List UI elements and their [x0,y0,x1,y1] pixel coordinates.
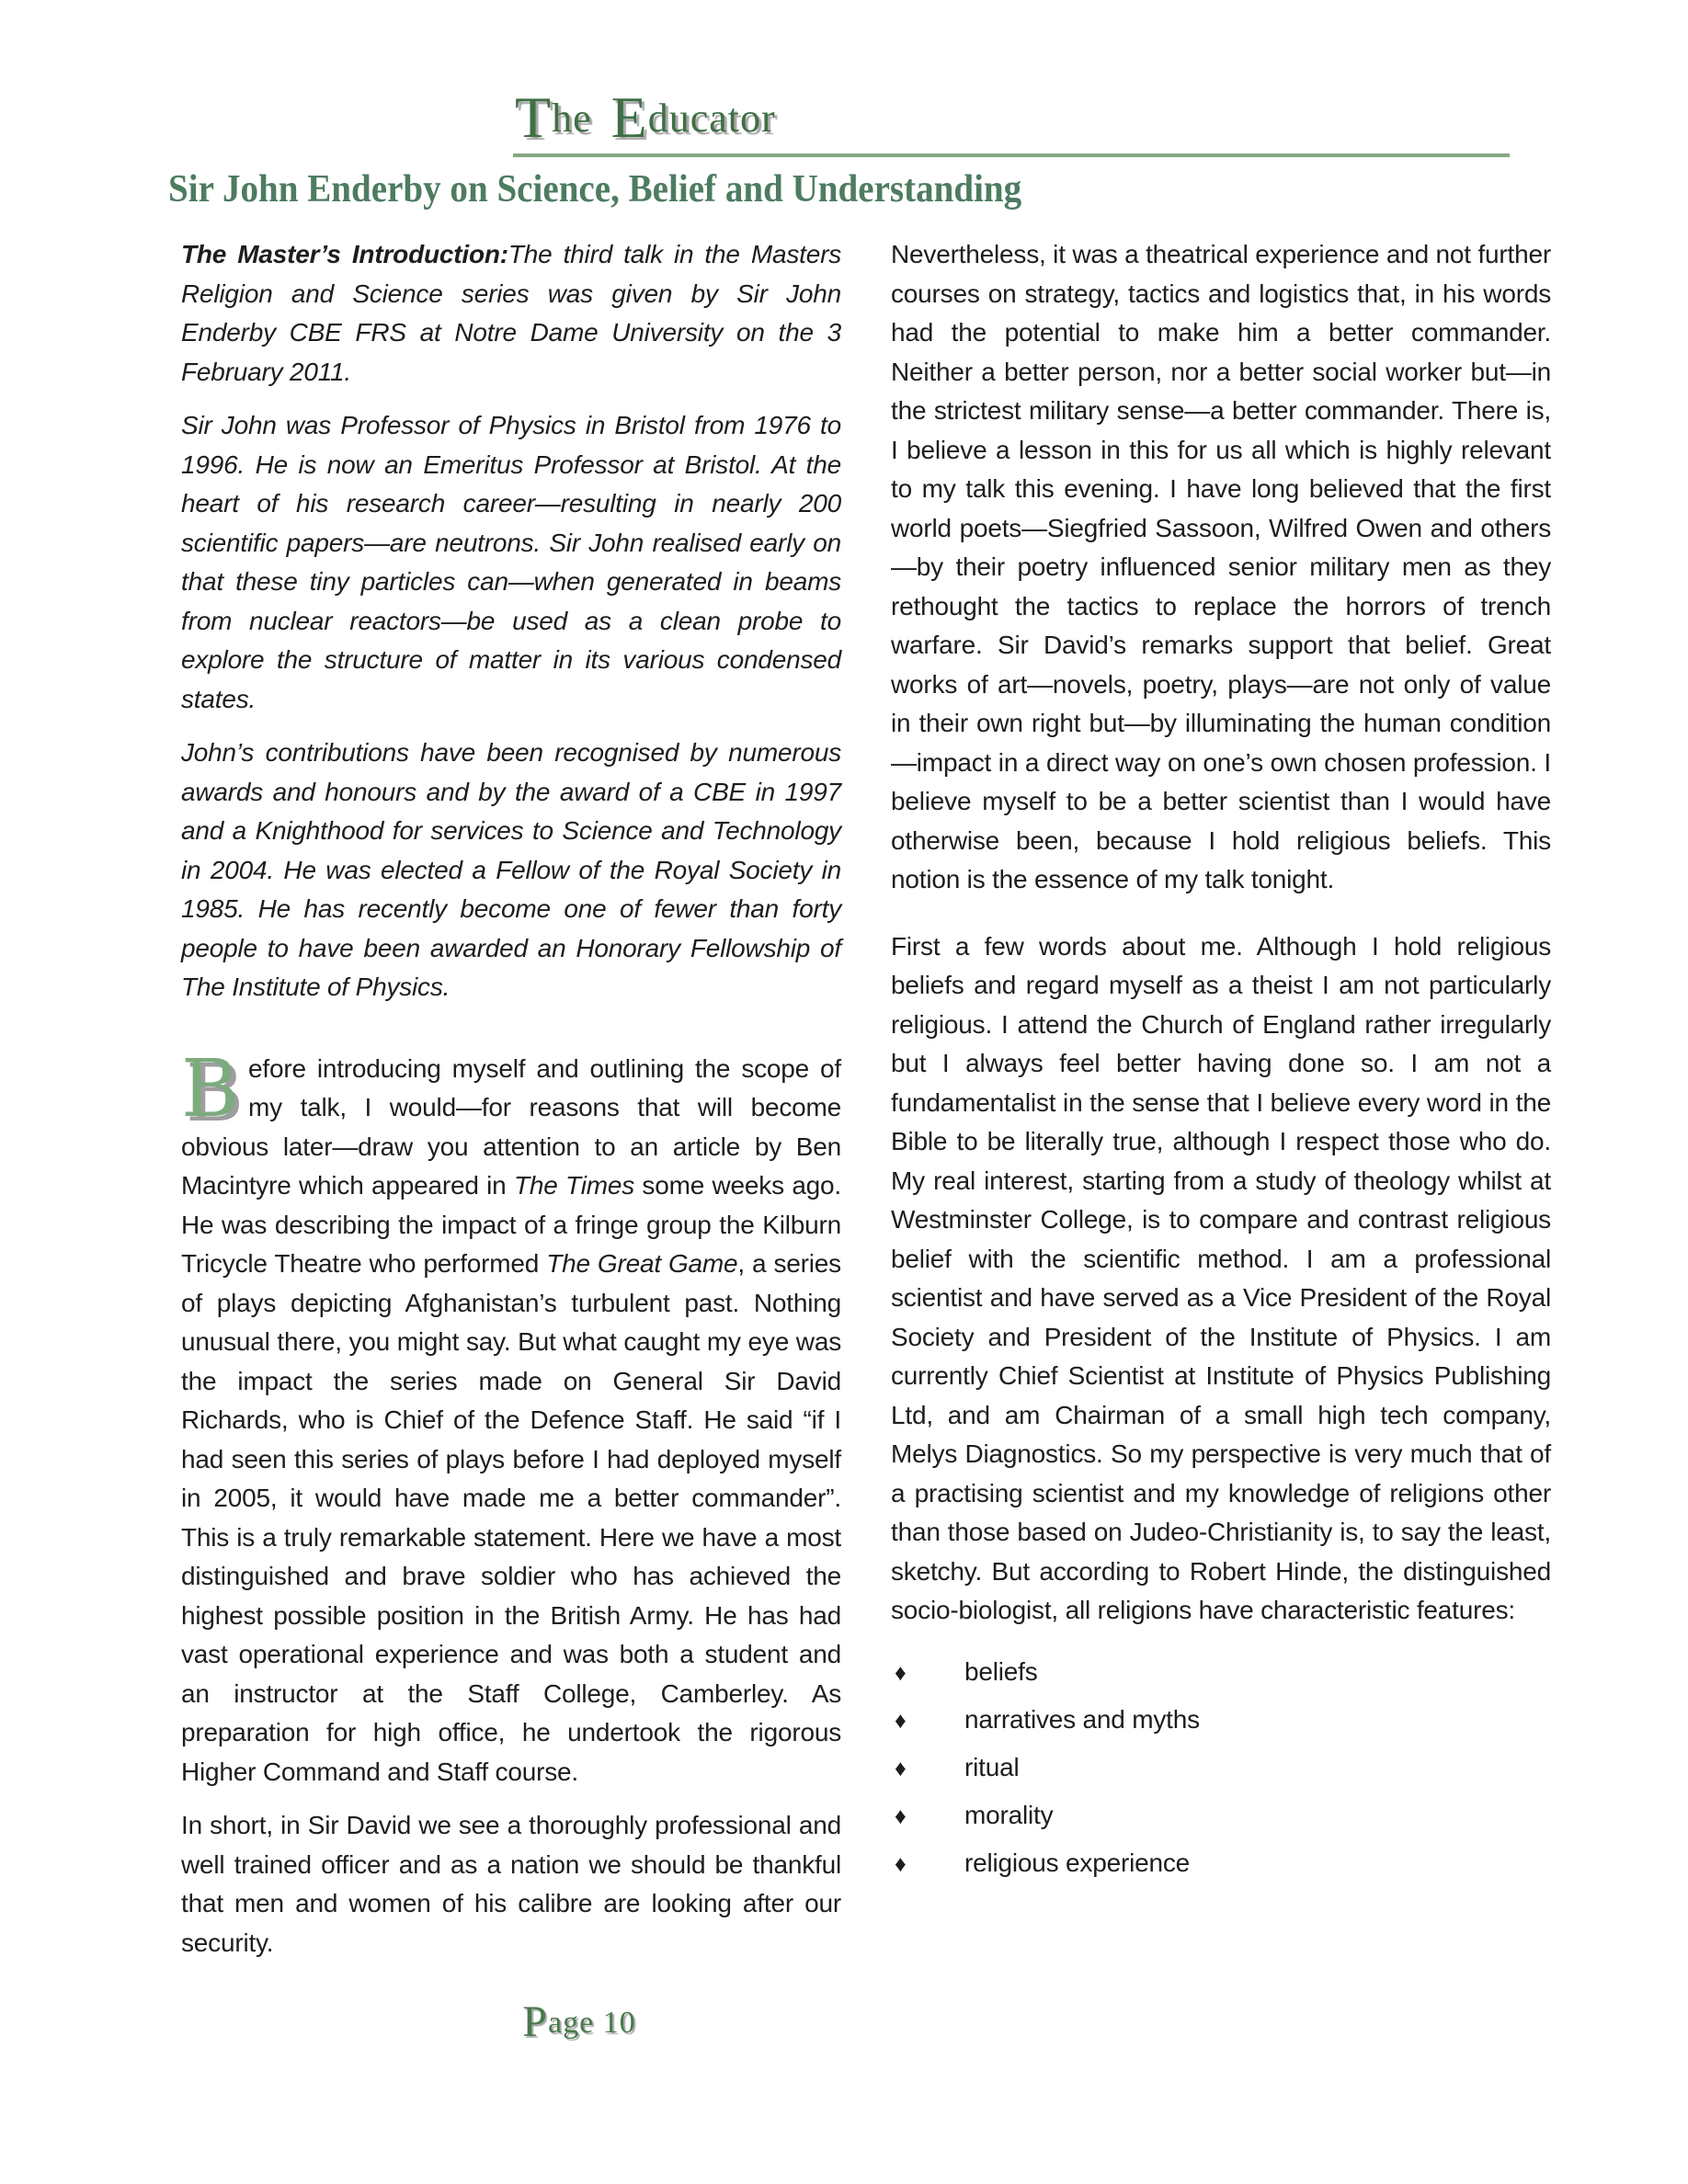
list-item-label: beliefs [964,1656,1038,1686]
text-run: some weeks ago. He was describing the impact of a fringe group the Kilburn Tricycle Theatre who performed [181,1171,842,1278]
logo-rest-ducator: ducator [647,96,776,141]
diamond-bullet-icon: ♦ [895,1755,907,1781]
header-divider-rule [513,154,1510,157]
publication-logo [515,85,776,150]
logo-word-the [515,85,592,150]
list-item-label: ritual [964,1752,1020,1781]
paragraph [891,235,1551,900]
article-body [181,235,1551,1977]
paragraph [181,1042,842,1792]
feature-list [891,1658,1551,1878]
left-column [181,235,841,1977]
page-number-rest: age 10 [548,2006,636,2040]
list-item [891,1754,1551,1782]
list-item-label: morality [964,1800,1054,1829]
list-item [891,1706,1551,1735]
diamond-bullet-icon: ♦ [895,1659,907,1686]
text-run: efore introducing myself and outlining the scope of my talk, I would—for reasons that will become obvious later—draw you attention to an article by Ben Macintyre which appeared in [181,1053,841,1200]
diamond-bullet-icon: ♦ [895,1707,907,1734]
logo-rest-he: he [552,96,592,141]
logo-word-educator [610,85,776,150]
logo-cap-t: T [515,85,553,150]
logo-cap-e: E [610,85,648,150]
drop-cap: B [181,1042,239,1135]
paragraph [181,1806,841,1962]
text-run: The Times [513,1171,635,1200]
text-run: The Master’s Introduction: [181,240,508,268]
text-run: , a series of plays depicting Afghanistan’s turbulent past. Nothing unusual there, you might say. But what caught my eye was the impact the series made on General Sir David Richards, who is Chief of the Defence Staff. He said “if I had seen this series of plays before I had deployed myself in 2005, it would have made me a better commander”. This is a truly remarkable statement. Here we have a most distinguished and brave soldier who has achieved the highest possible position in the British Army. He has had vast operational experience and was both a student and an instructor at the Staff College, Camberley. As preparation for high office, he undertook the rigorous Higher Command and Staff course. [181,1249,841,1786]
text-run: The third talk in the Masters Religion and Science series was given by Sir John Enderby CBE FRS at Notre Dame University on the 3 February 2011. [181,240,841,386]
list-item-label: narratives and myths [964,1704,1200,1734]
list-item [891,1802,1551,1830]
text-run: Sir John was Professor of Physics in Bristol from 1976 to 1996. He is now an Emeritus Professor at Bristol. At the heart of his research career—resulting in nearly 200 scientific papers—are neutrons. Sir John realised early on that these tiny particles can—when generated in beams from nuclear reactors—be used as a clean probe to explore the structure of matter in its various condensed states. [181,411,841,713]
text-run: First a few words about me. Although I hold religious beliefs and regard myself as a theist I am not particularly religious. I attend the Church of England rather irregularly but I always feel better having done so. I am not a fundamentalist in the sense that I believe every word in the Bible to be literally true, although I respect those who do. My real interest, starting from a study of theology whilst at Westminster College, is to compare and contrast religious belief with the scientific method. I am a professional scientist and have served as a Vice President of the Royal Society and President of the Institute of Physics. I am currently Chief Scientist at Institute of Physics Publishing Ltd, and am Chairman of a small high tech company, Melys Diagnostics. So my perspective is very much that of a practising scientist and my knowledge of religions other than those based on Judeo-Christianity is, to say the least, sketchy. But according to Robert Hinde, the distinguished socio-biologist, all religions have characteristic features: [891,931,1551,1624]
text-run: In short, in Sir David we see a thoroughly professional and well trained officer and as a nation we should be thankful that men and women of his calibre are looking after our security. [181,1811,841,1957]
text-run: The Great Game [546,1249,738,1278]
text-run: John’s contributions have been recognised by numerous awards and honours and by the award of a CBE in 1997 and a Knighthood for services to Science and Technology in 2004. He was elected a Fellow of the Royal Society in 1985. He has recently become one of fewer than forty people to have been awarded an Honorary Fellowship of The Institute of Physics. [181,738,841,1001]
list-item [891,1658,1551,1687]
page-number-cap: P [522,1997,548,2046]
list-item-label: religious experience [964,1848,1191,1877]
text-run: Nevertheless, it was a theatrical experience and not further courses on strategy, tactics and logistics that, in his words had the potential to make him a better commander. Neither a better person, nor a better social worker but—in the strictest military sense—a better commander. There is, I believe a lesson in this for us all which is highly relevant to my talk this evening. I have long believed that the first world poets—Siegfried Sassoon, Wilfred Owen and others—by their poetry influenced senior military men as they rethought the tactics to replace the horrors of trench warfare. Sir David’s remarks support that belief. Great works of art—novels, poetry, plays—are not only of value in their own right but—by illuminating the human condition—impact in a direct way on one’s own chosen profession. I believe myself to be a better scientist than I would have otherwise been, because I hold religious beliefs. This notion is the essence of my talk tonight. [891,240,1551,893]
paragraph [181,235,841,392]
paragraph [891,927,1551,1631]
list-item [891,1849,1551,1878]
diamond-bullet-icon: ♦ [895,1850,907,1877]
right-column [891,235,1551,1977]
paragraph [181,406,841,719]
article-title: Sir John Enderby on Science, Belief and Understanding [168,168,1022,210]
paragraph [181,734,841,1007]
page-number [460,1997,699,2046]
diamond-bullet-icon: ♦ [895,1803,907,1829]
